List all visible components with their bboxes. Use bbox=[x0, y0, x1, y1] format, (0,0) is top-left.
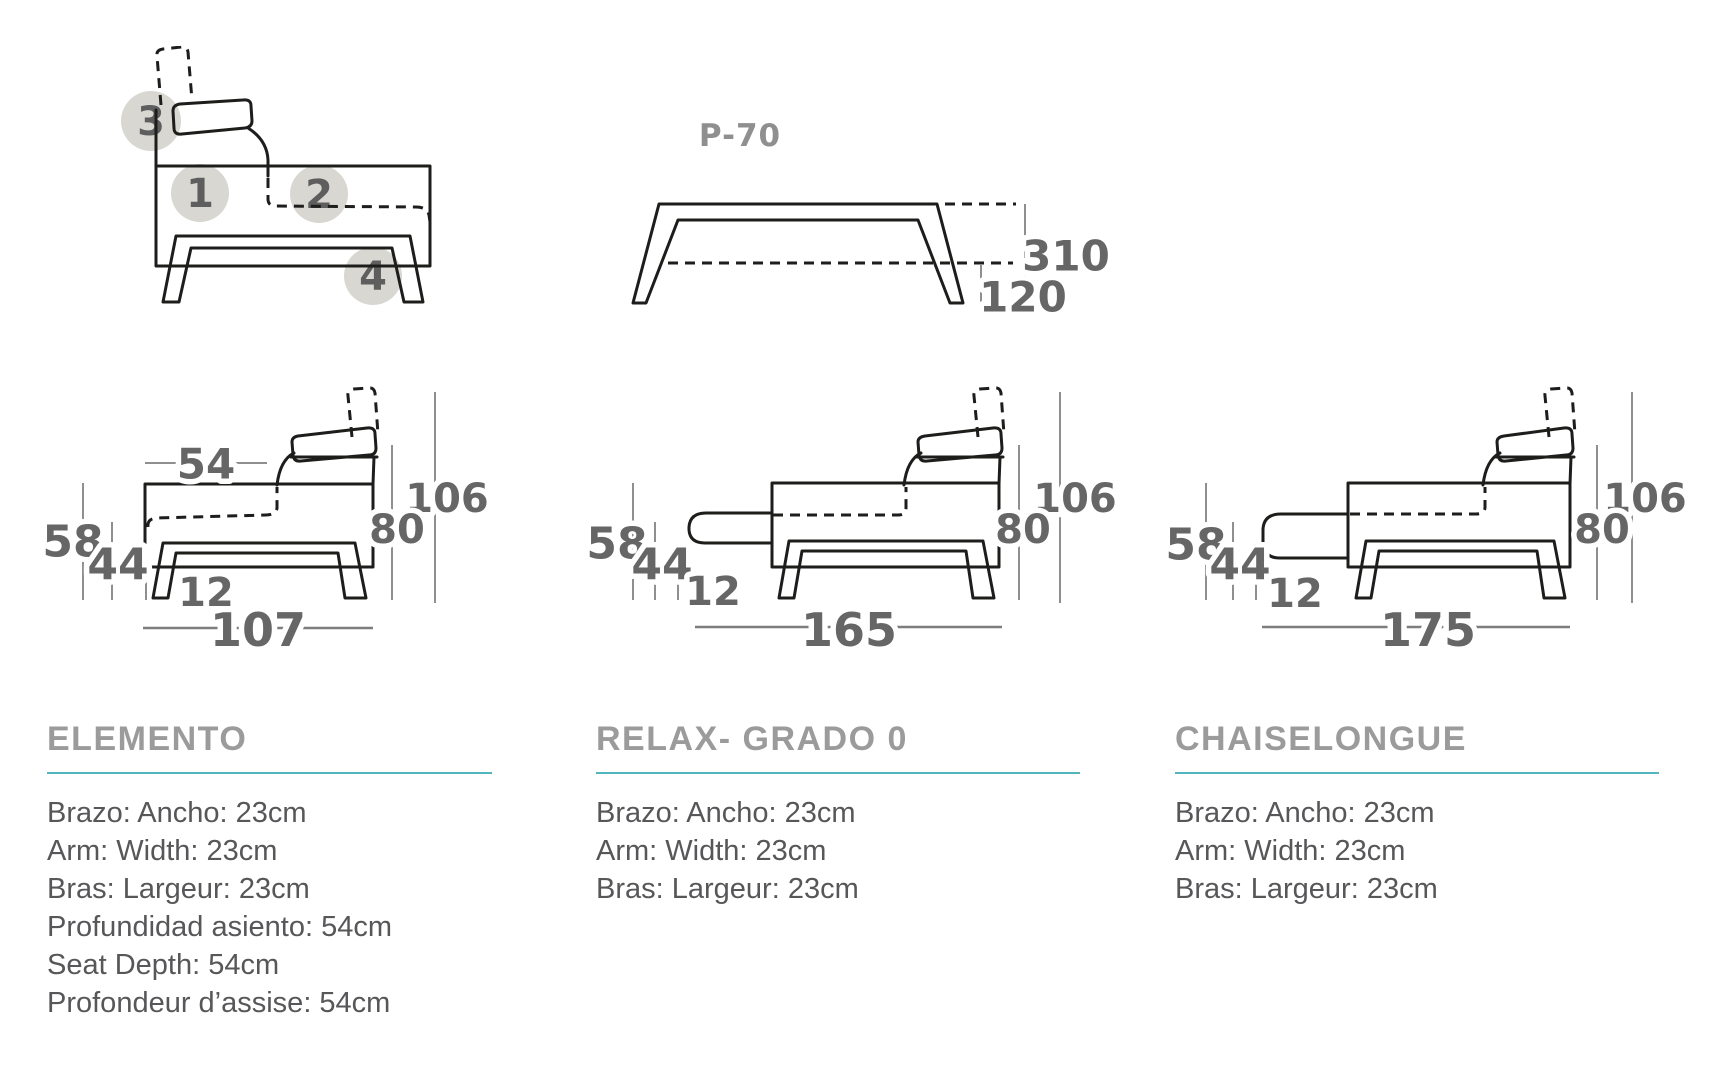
seat-contour-dashed bbox=[1350, 487, 1485, 514]
chaise-footrest bbox=[1263, 514, 1348, 558]
spec-line: Brazo: Ancho: 23cm bbox=[47, 797, 307, 829]
relax-diagram bbox=[586, 388, 1116, 657]
spec-list bbox=[1175, 794, 1659, 908]
spec-line: Bras: Largeur: 23cm bbox=[1175, 873, 1438, 905]
spec-line: Profondeur d’assise: 54cm bbox=[47, 987, 391, 1019]
seat-contour-dashed bbox=[148, 487, 277, 527]
p70-dim-120: 120 bbox=[979, 272, 1067, 322]
parts-diagram bbox=[121, 47, 430, 305]
callout-3-label: 3 bbox=[137, 99, 165, 145]
dim-total-width: 107 bbox=[209, 603, 307, 657]
p70-title: P-70 bbox=[698, 118, 782, 154]
chaiselongue-diagram bbox=[1165, 388, 1686, 657]
spec-line: Brazo: Ancho: 23cm bbox=[596, 797, 856, 829]
elemento-diagram bbox=[42, 388, 488, 657]
relax-info bbox=[596, 720, 1080, 908]
dim-leg-height: 12 bbox=[178, 570, 234, 616]
spec-line: Seat Depth: 54cm bbox=[47, 949, 280, 981]
dim-seat-height: 58 bbox=[1165, 519, 1227, 571]
base-frame bbox=[779, 541, 994, 598]
sofa-body-outline bbox=[772, 483, 999, 567]
dim-total-height: 106 bbox=[1603, 476, 1687, 522]
callout-1-label: 1 bbox=[186, 171, 214, 217]
spec-line: Arm: Width: 23cm bbox=[596, 835, 827, 867]
footrest-extended bbox=[689, 513, 772, 543]
dim-base-height: 44 bbox=[631, 539, 693, 591]
p70-dim-310: 310 bbox=[1022, 231, 1110, 281]
spec-line: Bras: Largeur: 23cm bbox=[596, 873, 859, 905]
variant-title: ELEMENTO bbox=[47, 720, 248, 758]
accent-rule bbox=[596, 772, 1080, 774]
dim-total-height: 106 bbox=[405, 476, 489, 522]
accent-rule bbox=[1175, 772, 1659, 774]
dim-leg-height: 12 bbox=[1267, 571, 1323, 617]
spec-line: Profundidad asiento: 54cm bbox=[47, 911, 392, 943]
dim-leg-height: 12 bbox=[685, 569, 741, 615]
dim-seat-height: 58 bbox=[586, 518, 648, 570]
spec-line: Bras: Largeur: 23cm bbox=[47, 873, 310, 905]
dim-total-width: 175 bbox=[1379, 603, 1477, 657]
callout-4-label: 4 bbox=[359, 254, 387, 300]
spec-line: Brazo: Ancho: 23cm bbox=[1175, 797, 1435, 829]
dim-total-width: 165 bbox=[800, 603, 898, 657]
p70-diagram bbox=[633, 118, 1110, 322]
spec-list bbox=[596, 794, 1080, 908]
dim-seat-depth: 54 bbox=[176, 439, 236, 489]
back-cushion bbox=[173, 100, 252, 134]
dim-base-height: 44 bbox=[1209, 539, 1271, 591]
dim-total-height: 106 bbox=[1033, 476, 1117, 522]
base-frame bbox=[1356, 541, 1565, 598]
seat-contour-dashed bbox=[773, 487, 906, 515]
backrest-curve bbox=[248, 128, 268, 176]
dim-back-height: 80 bbox=[1574, 507, 1630, 553]
dim-back-height: 80 bbox=[369, 507, 425, 553]
elemento-info bbox=[47, 720, 492, 1022]
dim-back-height: 80 bbox=[995, 507, 1051, 553]
spec-line: Arm: Width: 23cm bbox=[47, 835, 278, 867]
callout-2-label: 2 bbox=[305, 172, 333, 218]
p70-leg-frame bbox=[633, 204, 963, 303]
variant-title: CHAISELONGUE bbox=[1175, 720, 1467, 758]
dim-base-height: 44 bbox=[87, 539, 149, 591]
dim-seat-height: 58 bbox=[42, 516, 104, 568]
accent-rule bbox=[47, 772, 492, 774]
backrest-edge bbox=[1570, 457, 1571, 484]
spec-list bbox=[47, 794, 492, 1022]
chaiselongue-info bbox=[1175, 720, 1659, 908]
backrest-edge bbox=[999, 457, 1000, 484]
backrest-edge bbox=[373, 457, 374, 484]
variant-title: RELAX- GRADO 0 bbox=[596, 720, 908, 758]
spec-line: Arm: Width: 23cm bbox=[1175, 835, 1406, 867]
